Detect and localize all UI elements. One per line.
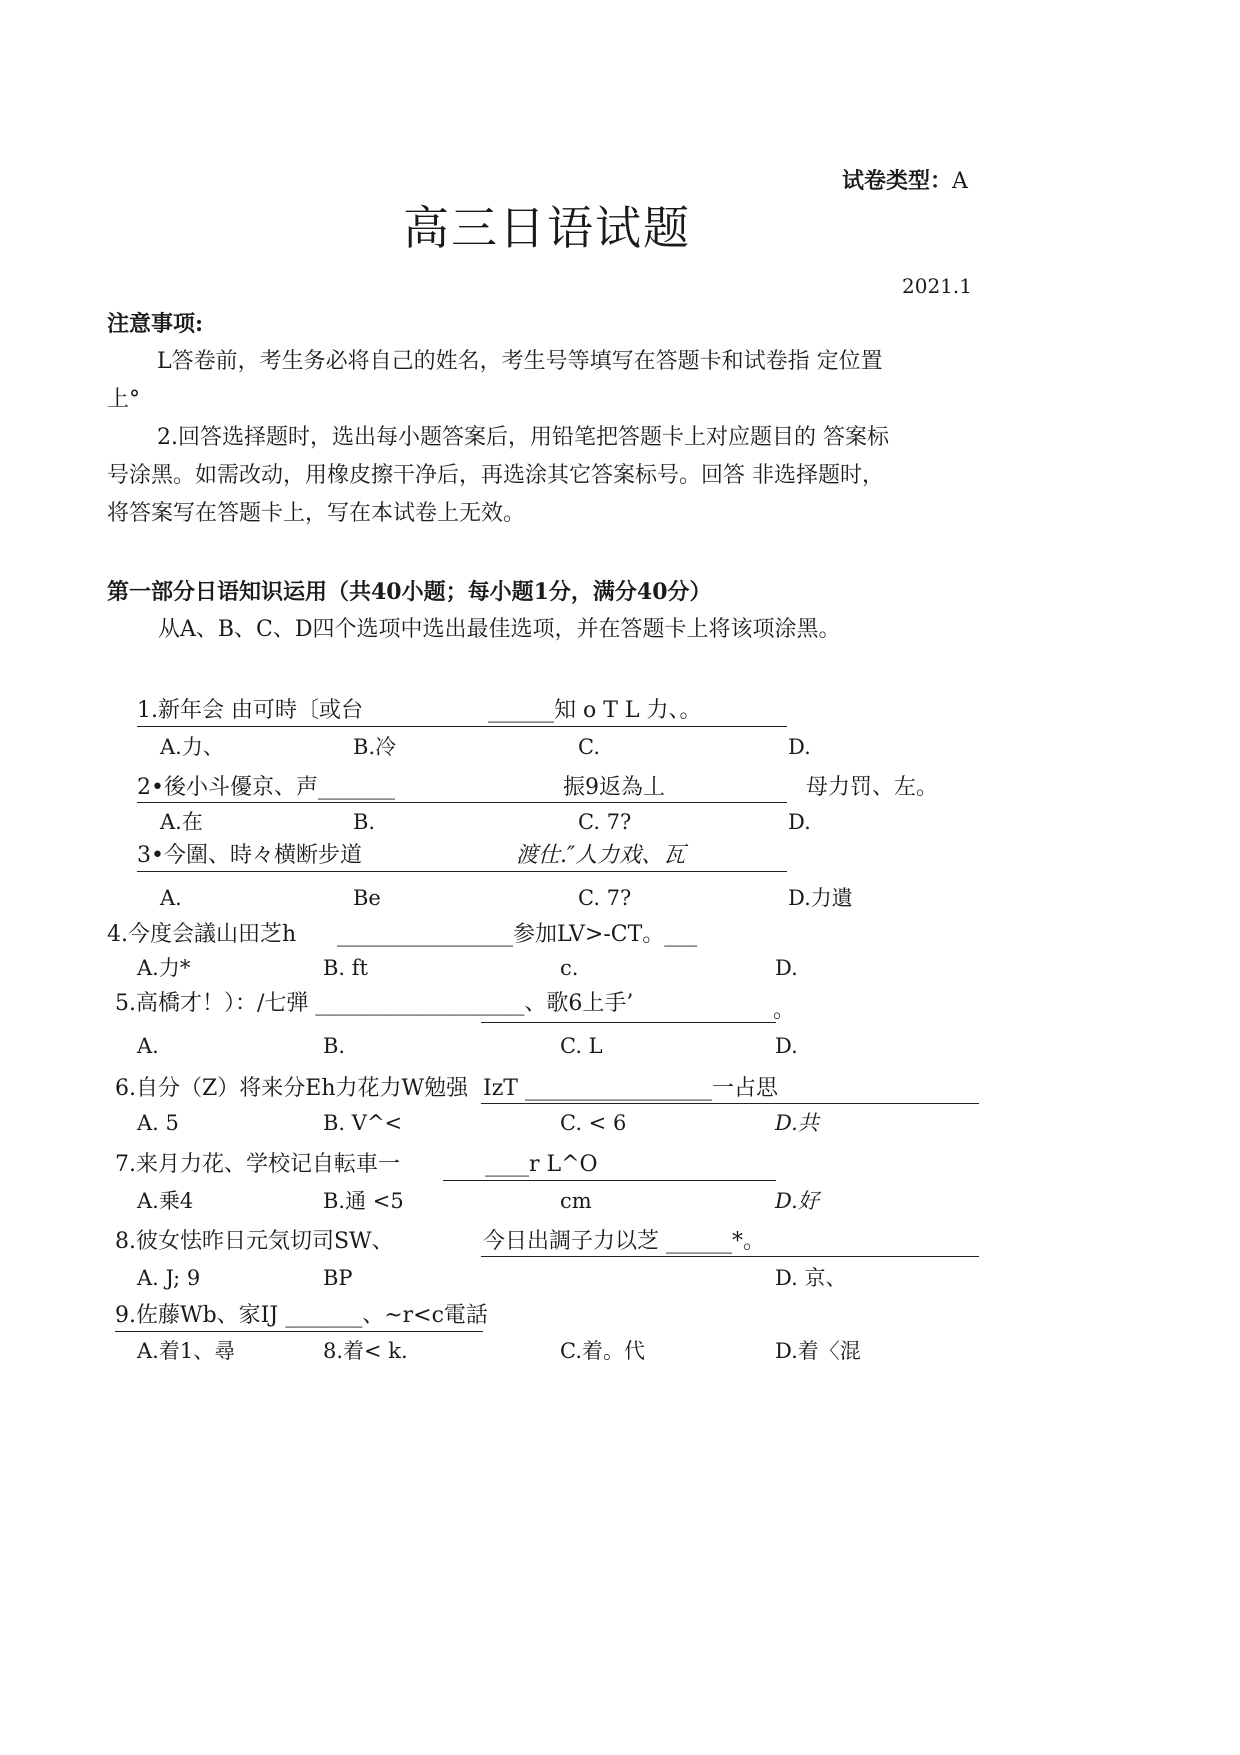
question-6-stem: 6.自分（Z）将来分Eh力花力W勉强 [115,1076,469,1101]
notice-item-1 [107,343,883,419]
question-6-option-a: A. 5 [137,1111,179,1135]
question-7-underline [443,1180,776,1181]
question-8-stem: 8.彼女怯昨日元気切司SW、 [115,1229,394,1254]
question-9-underline [115,1331,483,1332]
notice-item-1-line-1: L答卷前，考生务必将自己的姓名，考生号等填写在答题卡和试卷指 定位置 [157,349,883,374]
question-2-stem-part: 振9返為丄 [563,775,665,800]
paper-type-value: A [952,169,968,194]
exam-date: 2021.1 [902,274,972,298]
notice-item-2-line-3: 将答案写在答题卡上，写在本试卷上无效。 [107,501,526,526]
question-1-underline [137,726,787,727]
question-6-option-b: B. V^< [323,1111,403,1135]
question-2-option-c: C. 7? [578,810,632,834]
question-3-stem: 3•今圍、時々横断步道 [137,843,362,868]
question-8-stem-part: 今日出調子力以芝 ______*。 [483,1229,765,1254]
question-7-option-a: A.乗4 [137,1189,194,1213]
question-6-underline [481,1103,979,1104]
notice-item-2-line-2: 号涂黑。如需改动，用橡皮擦干净后，再选涂其它答案标号。回答 非选择题时， [107,463,884,488]
question-1-option-c: C. [578,735,600,759]
question-9-option-c: C.着。代 [560,1339,645,1363]
question-3-option-b: Be [353,886,381,910]
question-8-option-b: BP [323,1266,353,1290]
paper-type [842,167,968,196]
question-5-option-d: D. [775,1034,798,1058]
notice-heading: 注意事项: [107,311,204,337]
question-5-stem: 5.高橋才！）：/七弾 ___________________、歌6上手’ [115,991,634,1016]
question-7-option-b: B.通 <5 [323,1189,404,1213]
question-2-underline [137,802,787,803]
question-9-option-b: 8.着< k. [323,1339,408,1363]
question-2-option-d: D. [788,810,811,834]
question-5-option-b: B. [323,1034,346,1058]
paper-type-label: 试卷类型： [842,168,953,194]
question-9-stem: 9.佐藤Wb、家IJ _______、~r<c電話 [115,1303,488,1328]
question-6-stem-part: IzT _________________一占思 [483,1076,778,1101]
question-7-stem-part: ____r L^O [485,1152,598,1177]
notice-item-2 [107,419,889,533]
question-1-option-a: A.力、 [160,735,224,759]
question-3-stem-part: 渡仕.″人力戏、瓦 [516,843,686,868]
question-6-option-d: D.共 [775,1111,819,1135]
question-7-stem: 7.来月力花、学校记自転車一 [115,1152,400,1177]
question-5-option-c: C. L [560,1034,603,1058]
question-8-option-a: A. J; 9 [137,1266,201,1290]
question-4-option-d: D. [775,956,798,980]
question-8-option-d: D. 京、 [775,1266,847,1290]
question-3-option-c: C. 7? [578,886,632,910]
question-9-option-a: A.着1、尋 [137,1339,236,1363]
question-9-option-d: D.着〈混 [775,1339,861,1363]
notice-item-2-line-1: 2.回答选择题时，选出每小题答案后，用铅笔把答题卡上对应题目的 答案标 [157,425,889,450]
question-2-stem-end: 母力罚、左。 [806,775,939,800]
part1-instruction: 从A、B、C、D四个选项中选出最佳选项，并在答题卡上将该项涂黑。 [158,617,841,642]
notice-item-1-line-2: 上° [107,387,141,412]
part1-heading: 第一部分日语知识运用（共40小题；每小题1分，满分40分） [107,579,712,605]
question-7-option-c: cm [560,1189,592,1213]
question-8-underline [481,1256,979,1257]
question-3-underline [137,871,787,872]
question-3-option-a: A. [160,886,182,910]
question-7-option-d: D.好 [775,1189,819,1213]
question-4-stem-part: ________________参加LV>-CT。___ [337,922,698,947]
question-6-option-c: C. < 6 [560,1111,627,1135]
question-1-option-b: B.冷 [353,735,397,759]
question-2-option-a: A.在 [160,810,203,834]
question-2-option-b: B. [353,810,376,834]
question-5-option-a: A. [137,1034,159,1058]
question-4-stem: 4.今度会議山田芝h [107,922,297,947]
question-1-stem: 1.新年会 由可時〔或台 [137,698,363,723]
question-4-option-c: c. [560,956,579,980]
question-4-option-a: A.力* [137,956,191,980]
question-5-stem-end: 。 [773,998,796,1023]
question-2-stem: 2•後小斗優京、声_______ [137,775,395,800]
question-1-option-d: D. [788,735,811,759]
question-4-option-b: B. ft [323,956,368,980]
page-title: 高三日语试题 [403,201,691,255]
question-3-option-d: D.力遺 [788,886,853,910]
question-1-stem-part: ______知 o T L 力、。 [488,698,702,723]
question-5-underline [481,1022,776,1023]
